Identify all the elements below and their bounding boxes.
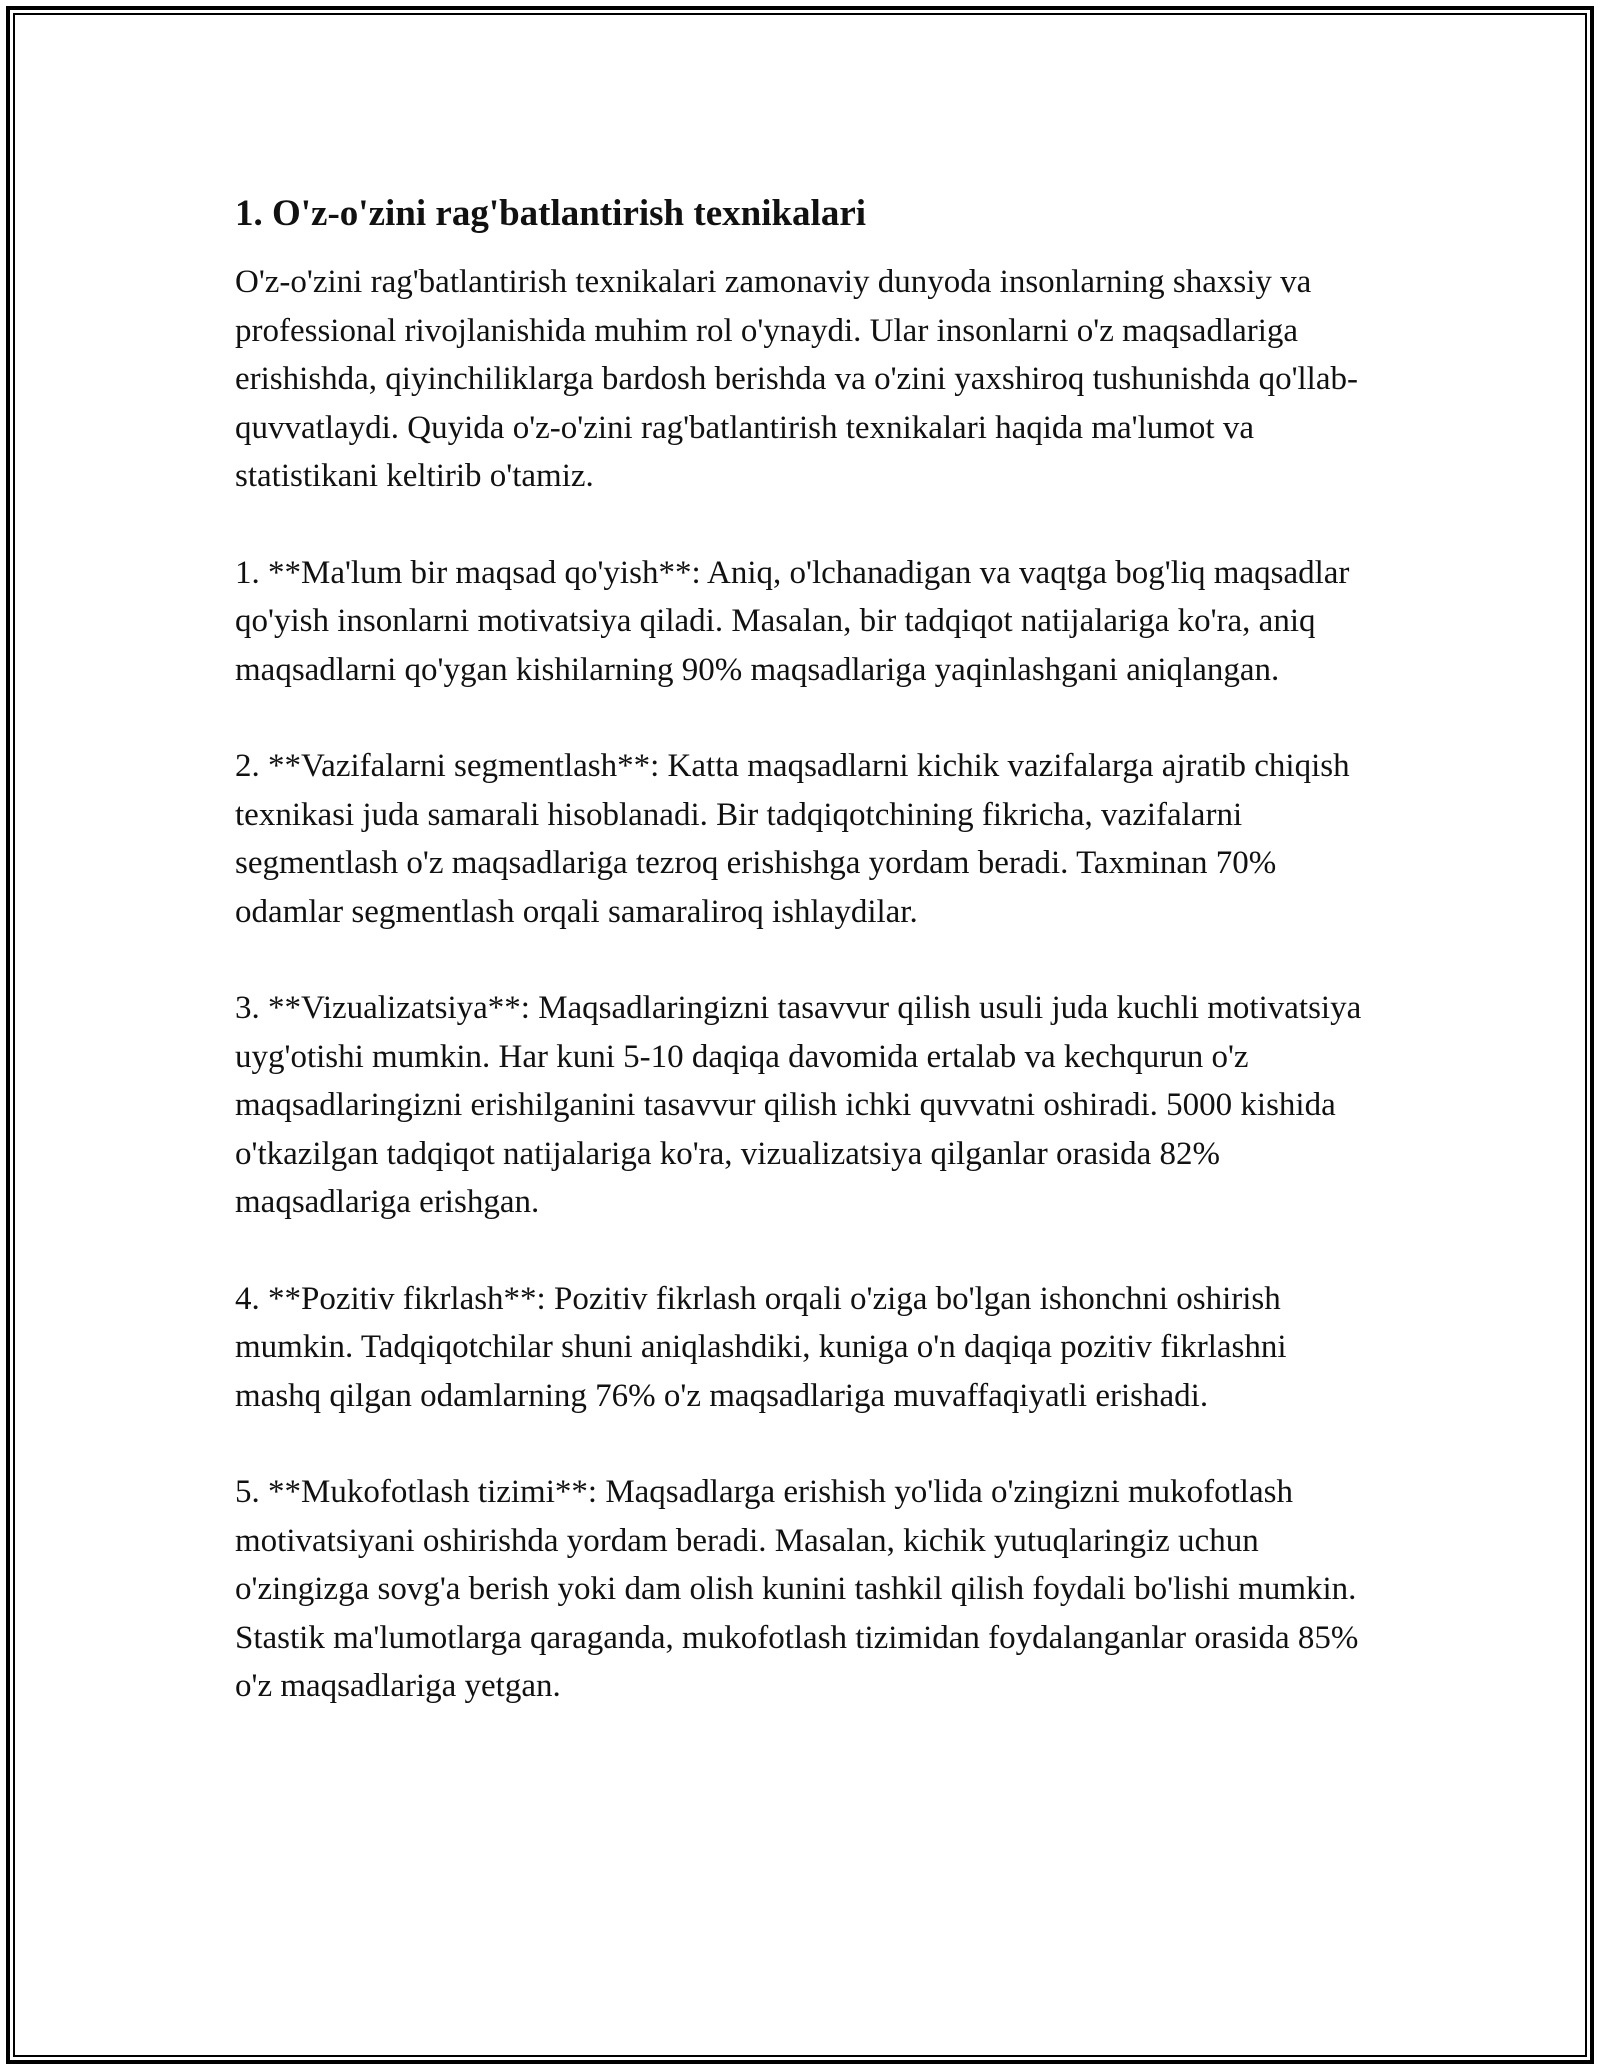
technique-reward-system-paragraph: 5. **Mukofotlash tizimi**: Maqsadlarga erishish yo'lida o'zingizni mukofotlash motivatsiyani oshirishda yordam beradi. Masalan, kichik yutuqlaringiz uchun o'zingizga sovg'a berish yoki dam olish kunini tashkil qilish foydali bo'lishi mumkin. Stastik ma'lumotlarga qaraganda, mukofotlash tizimidan foydalanganlar orasida 85% o'z maqsadlariga yetgan. [235,1474,1359,1704]
intro-paragraph: O'z-o'zini rag'batlantirish texnikalari zamonaviy dunyoda insonlarning shaxsiy va professional rivojlanishida muhim rol o'ynaydi. Ular insonlarni o'z maqsadlariga erishishda, qiyinchiliklarga bardosh berishda va o'zini yaxshiroq tushunishda qo'llab-quvvatlaydi. Quyida o'z-o'zini rag'batlantirish texnikalari haqida ma'lumot va statistikani keltirib o'tamiz. [235,264,1358,494]
section-heading: 1. O'z-o'zini rag'batlantirish texnikalari [235,193,867,234]
technique-task-segmentation-paragraph: 2. **Vazifalarni segmentlash**: Katta maqsadlarni kichik vazifalarga ajratib chiqish texnikasi juda samarali hisoblanadi. Bir tadqiqotchining fikricha, vazifalarni segmentlash o'z maqsadlariga tezroq erishishga yordam beradi. Taxminan 70% odamlar segmentlash orqali samaraliroq ishlaydilar. [235,748,1350,930]
document-body [235,186,1375,1759]
technique-positive-thinking-paragraph: 4. **Pozitiv fikrlash**: Pozitiv fikrlash orqali o'ziga bo'lgan ishonchni oshirish mumkin. Tadqiqotchilar shuni aniqlashdiki, kuniga o'n daqiqa pozitiv fikrlashni mashq qilgan odamlarning 76% o'z maqsadlariga muvaffaqiyatli erishadi. [235,1280,1287,1414]
technique-visualization-paragraph: 3. **Vizualizatsiya**: Maqsadlaringizni tasavvur qilish usuli juda kuchli motivatsiya uyg'otishi mumkin. Har kuni 5-10 daqiqa davomida ertalab va kechqurun o'z maqsadlaringizni erishilganini tasavvur qilish ichki quvvatni oshiradi. 5000 kishida o'tkazilgan tadqiqot natijalariga ko'ra, vizualizatsiya qilganlar orasida 82% maqsadlariga erishgan. [235,990,1362,1220]
technique-goal-setting-paragraph: 1. **Ma'lum bir maqsad qo'yish**: Aniq, o'lchanadigan va vaqtga bog'liq maqsadlar qo'yish insonlarni motivatsiya qiladi. Masalan, bir tadqiqot natijalariga ko'ra, aniq maqsadlarni qo'ygan kishilarning 90% maqsadlariga yaqinlashgani aniqlangan. [235,554,1350,688]
